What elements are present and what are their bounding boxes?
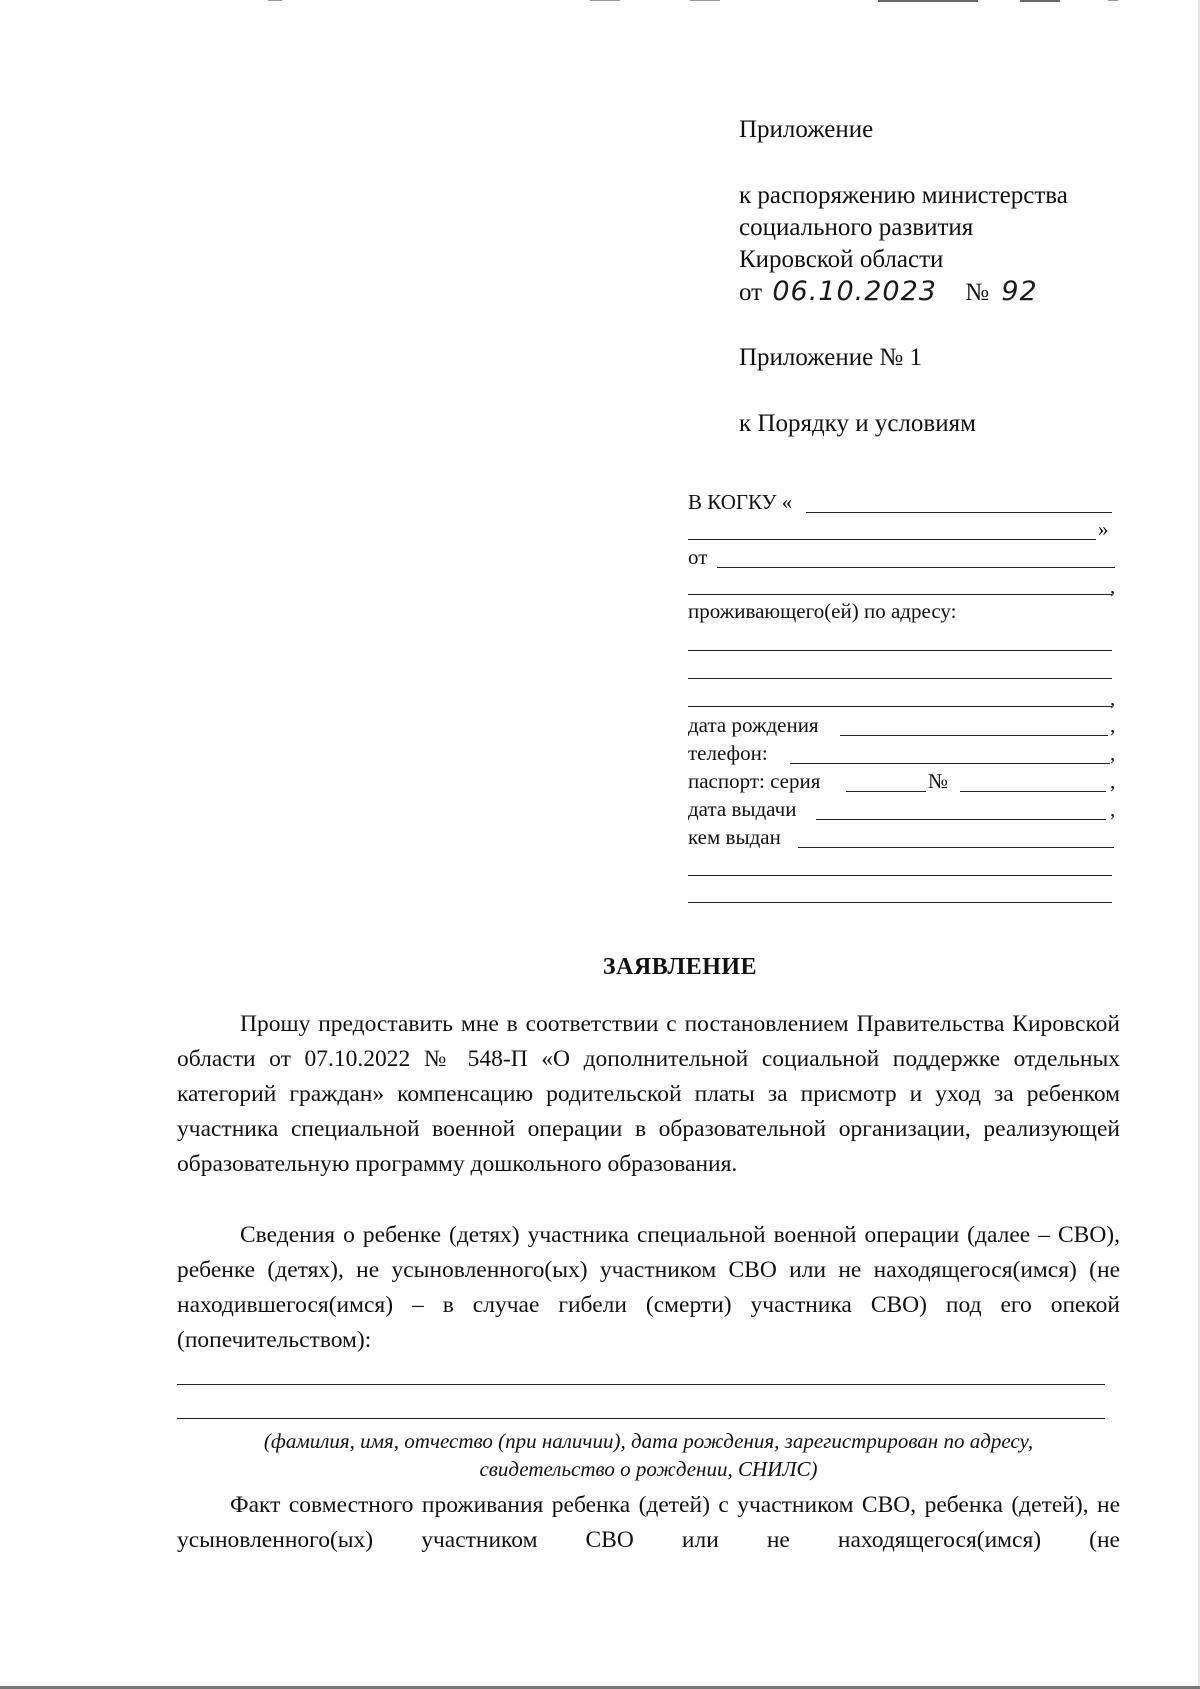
handwritten-date: 06.10.2023: [772, 276, 937, 307]
date-prefix: от: [739, 279, 763, 306]
org-name-line[interactable]: [806, 512, 1112, 513]
scan-top-marks: [0, 0, 1200, 4]
number-sign: №: [965, 279, 990, 306]
birth-date-label: дата рождения: [688, 713, 819, 737]
issued-by-label: кем выдан: [688, 825, 781, 849]
passport-number-line[interactable]: [960, 791, 1106, 792]
passport-series-label: паспорт: серия: [688, 769, 821, 793]
order-line-3: Кировской области: [739, 246, 944, 273]
from-label: от: [688, 545, 708, 569]
comma-6: ,: [1110, 797, 1116, 821]
appendix-heading: Приложение: [739, 116, 874, 143]
phone-label: телефон:: [688, 741, 768, 765]
address-line-2[interactable]: [688, 678, 1112, 679]
cohabitation-paragraph: Факт совместного проживания ребенка (детей) с участником СВО, ребенка (детей), не усыновленного(ых) участником СВО или не находящегося(имся) (не: [177, 1492, 1120, 1553]
request-paragraph: Прошу предоставить мне в соответствии с постановлением Правительства Кировской области от 07.10.2022 № 548-П «О дополнительной социальной поддержке отдельных категорий граждан» компенсацию родительской платы за присмотр и уход за ребенком участника специальной военной операции в образовательной организации, реализующей образовательную программу дошкольного образования.: [177, 1011, 1120, 1177]
comma-5: ,: [1110, 769, 1116, 793]
phone-line[interactable]: [790, 763, 1110, 764]
issue-date-line[interactable]: [816, 819, 1106, 820]
appendix-number: Приложение № 1: [739, 344, 923, 371]
comma-3: ,: [1110, 713, 1116, 737]
issued-by-line-2[interactable]: [688, 875, 1112, 876]
address-line-1[interactable]: [688, 650, 1112, 651]
comma-2: ,: [1110, 686, 1116, 710]
child-info-line-1[interactable]: [177, 1384, 1105, 1385]
caption-line-1: (фамилия, имя, отчество (при наличии), дата рождения, зарегистрирован по адресу,: [263, 1429, 1034, 1453]
passport-number-sign: №: [928, 769, 949, 793]
issue-date-label: дата выдачи: [688, 797, 797, 821]
order-line-2: социального развития: [739, 214, 974, 241]
child-info-paragraph: Сведения о ребенке (детях) участника специальной военной операции (далее – СВО), ребенке (детях), не усыновленного(ых) участником СВО или не находящегося(имся) (не находившегося(имся) – в случае гибели (смерти) участника СВО) под его опекой (попечительством):: [177, 1222, 1120, 1353]
passport-series-line[interactable]: [846, 791, 926, 792]
caption-line-2: свидетельство о рождении, СНИЛС): [479, 1457, 818, 1481]
order-line-1: к распоряжению министерства: [739, 182, 1068, 209]
document-title: ЗАЯВЛЕНИЕ: [602, 954, 758, 980]
close-quote: »: [1098, 517, 1109, 541]
procedure-reference: к Порядку и условиям: [739, 410, 976, 437]
address-line-3[interactable]: [688, 706, 1112, 707]
birth-date-line[interactable]: [840, 735, 1108, 736]
comma-4: ,: [1110, 741, 1116, 765]
issued-by-line-3[interactable]: [688, 902, 1112, 903]
handwritten-number: 92: [1001, 276, 1038, 307]
residing-label: проживающего(ей) по адресу:: [688, 599, 957, 623]
applicant-name-line[interactable]: [717, 567, 1115, 568]
applicant-name-line-2[interactable]: [688, 594, 1112, 595]
child-info-caption: [177, 1427, 1120, 1483]
order-date-line: [739, 277, 1038, 308]
addressee-to-label: В КОГКУ «: [688, 490, 793, 514]
child-info-line-2[interactable]: [177, 1418, 1105, 1419]
issued-by-line[interactable]: [798, 847, 1114, 848]
org-name-line-2[interactable]: [688, 539, 1096, 540]
comma-1: ,: [1110, 574, 1116, 598]
